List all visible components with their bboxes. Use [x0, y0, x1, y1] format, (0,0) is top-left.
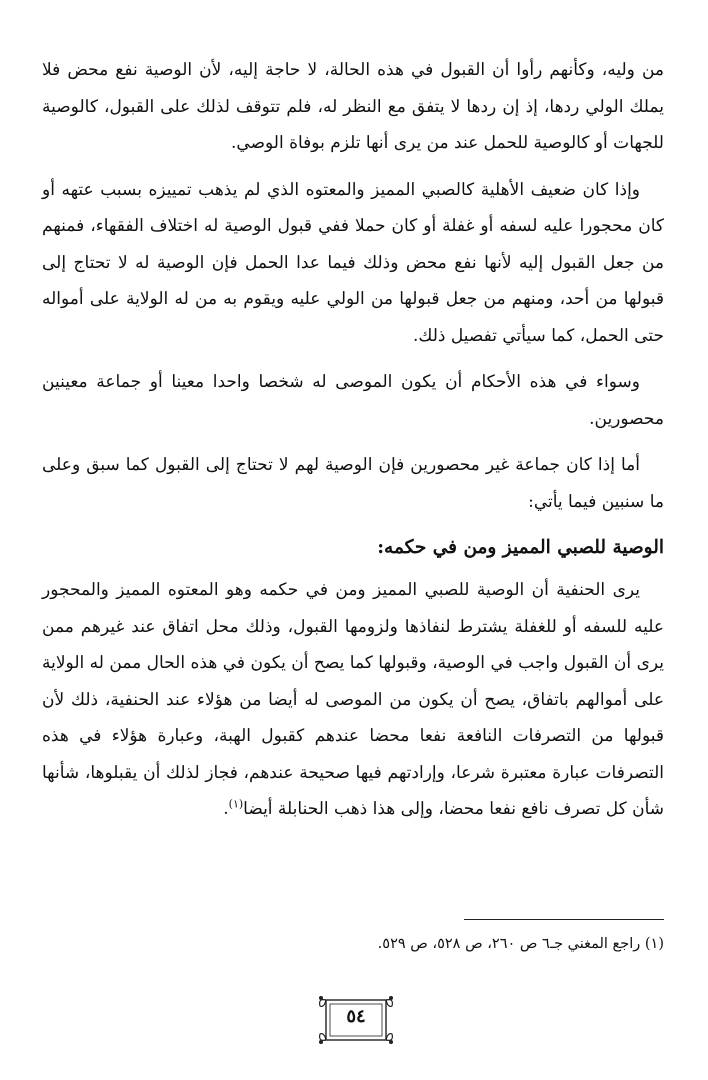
footnote-divider	[464, 919, 664, 920]
page-number-frame	[312, 990, 400, 1050]
page-number: ٥٤	[346, 1006, 366, 1027]
paragraph-3: وسواء في هذه الأحكام أن يكون الموصى له شخصا واحدا معينا أو جماعة معينين محصورين.	[42, 372, 664, 429]
page-body	[42, 52, 664, 838]
paragraph-2: وإذا كان ضعيف الأهلية كالصبي المميز والمعتوه الذي لم يذهب تمييزه بسبب عتهه أو كان محجورا عليه لسفه أو غفلة أو كان حملا ففي قبول الوصية له اختلاف الفقهاء، فمنهم من جعل القبول إليه لأنها نفع محض وذلك فيما عدا الحمل فإن الوصية له لا تحتاج إلى قبولها من أحد، ومنهم من جعل قبولها من الولي عليه ويقوم به من له الولاية على أمواله حتى الحمل، كما سيأتي تفصيل ذلك.	[42, 179, 664, 346]
paragraph-5: يرى الحنفية أن الوصية للصبي المميز ومن في حكمه وهو المعتوه المميز والمحجور عليه للسفه أو للغفلة يشترط لنفاذها ولزومها القبول، وذلك محل اتفاق عند غيرهم ممن يرى أن القبول واجب في الوصية، وقبولها كما يصح أن يكون في هذه الحال ممن له الولاية على أموالهم باتفاق، يصح أن يكون من الموصى له أيضا من هؤلاء عند الحنفية، ذلك لأن قبولها من التصرفات النافعة نفعا محضا عندهم كقبول الهبة، وعبارة هؤلاء في هذه التصرفات عبارة معتبرة شرعا، وإرادتهم فيها صحيحة عندهم، فجاز لذلك أن يقبلوها، شأنها شأن كل تصرف نافع نفعا محضا، وإلى هذا ذهب الحنابلة أيضا$^{(١)}$.	[42, 580, 664, 819]
section-heading: الوصية للصبي المميز ومن في حكمه:	[377, 537, 664, 558]
footnote: (١) راجع المغني جـ٦ ص ٢٦٠، ص ٥٢٨، ص ٥٢٩.	[377, 936, 664, 952]
paragraph-1: من وليه، وكأنهم رأوا أن القبول في هذه الحالة، لا حاجة إليه، لأن الوصية نفع محض فلا يملك الولي ردها، إذ إن ردها لا يتفق مع النظر له، فلم تتوقف لذلك على القبول، كالوصية للجهات أو كالوصية للحمل عند من يرى أنها تلزم بوفاة الوصي.	[42, 60, 664, 153]
footnote-reference: (١)	[228, 797, 244, 811]
paragraph-4: أما إذا كان جماعة غير محصورين فإن الوصية لهم لا تحتاج إلى القبول كما سبق وعلى ما سنبين فيما يأتي:	[42, 455, 664, 512]
paragraph-5-text: يرى الحنفية أن الوصية للصبي المميز ومن في حكمه وهو المعتوه المميز والمحجور عليه للسفه أو للغفلة يشترط لنفاذها ولزومها القبول، وذلك محل اتفاق عند غيرهم ممن يرى أن القبول واجب في الوصية، وقبولها كما يصح أن يكون في هذه الحال ممن له الولاية على أموالهم باتفاق، يصح أن يكون من الموصى له أيضا من هؤلاء عند الحنفية، ذلك لأن قبولها من التصرفات النافعة نفعا محضا عندهم كقبول الهبة، وعبارة هؤلاء في هذه التصرفات عبارة معتبرة شرعا، وإرادتهم فيها صحيحة عندهم، فجاز لذلك أن يقبلوها، شأنها شأن كل تصرف نافع نفعا محضا، وإلى هذا ذهب الحنابلة أيضا	[42, 580, 664, 819]
